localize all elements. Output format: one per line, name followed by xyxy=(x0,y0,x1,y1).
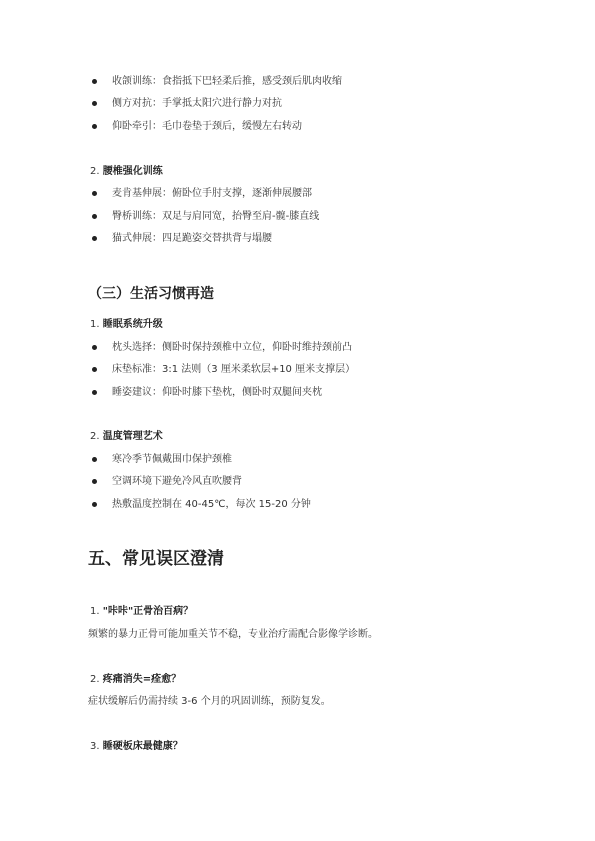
myth-number: 1. xyxy=(90,606,100,617)
list-item: 猫式伸展：四足跪姿交替拱背与塌腰 xyxy=(112,233,272,244)
bullet-dot xyxy=(92,191,97,196)
list-item: 侧方对抗：手掌抵太阳穴进行静力对抗 xyxy=(112,98,282,109)
bullet-dot xyxy=(92,457,97,462)
list-item: 床垫标准：3:1 法则（3 厘米柔软层+10 厘米支撑层） xyxy=(112,364,356,375)
bullet-dot xyxy=(92,236,97,241)
subsection-heading-temperature xyxy=(90,430,163,444)
bullet-dot xyxy=(92,101,97,106)
bullet-dot xyxy=(92,502,97,507)
subsection-title: 温度管理艺术 xyxy=(102,431,163,442)
list-item: 枕头选择：侧卧时保持颈椎中立位，仰卧时维持颈前凸 xyxy=(112,342,352,353)
myth-question xyxy=(90,673,181,687)
list-item: 热敷温度控制在 40-45℃，每次 15-20 分钟 xyxy=(112,499,311,510)
bullet-dot xyxy=(92,124,97,129)
bullet-dot xyxy=(92,214,97,219)
bullet-dot xyxy=(92,367,97,372)
section-heading-myths: 五、常见误区澄清 xyxy=(88,549,224,569)
myth-number: 3. xyxy=(90,741,100,752)
myth-answer: 症状缓解后仍需持续 3-6 个月的巩固训练，预防复发。 xyxy=(88,696,331,707)
subsection-heading-sleep xyxy=(90,318,163,332)
myth-question xyxy=(90,605,193,619)
bullet-dot xyxy=(92,79,97,84)
myth-title: 睡硬板床最健康？ xyxy=(102,741,183,752)
list-item: 仰卧牵引：毛巾卷垫于颈后，缓慢左右转动 xyxy=(112,121,302,132)
myth-question xyxy=(90,740,183,754)
subsection-number: 1. xyxy=(90,319,100,330)
list-item: 睡姿建议：仰卧时膝下垫枕，侧卧时双腿间夹枕 xyxy=(112,387,322,398)
list-item: 收颌训练：食指抵下巴轻柔后推，感受颈后肌肉收缩 xyxy=(112,76,342,87)
subsection-number: 2. xyxy=(90,166,100,177)
subsection-number: 2. xyxy=(90,431,100,442)
subsection-heading-lumbar xyxy=(90,165,163,179)
bullet-dot xyxy=(92,345,97,350)
section-heading-habits: （三）生活习惯再造 xyxy=(88,286,214,302)
subsection-title: 腰椎强化训练 xyxy=(102,166,163,177)
bullet-dot xyxy=(92,390,97,395)
myth-answer: 频繁的暴力正骨可能加重关节不稳，专业治疗需配合影像学诊断。 xyxy=(88,629,378,640)
list-item: 寒冷季节佩戴围巾保护颈椎 xyxy=(112,454,232,465)
myth-title: "咔咔"正骨治百病？ xyxy=(102,606,194,617)
list-item: 空调环境下避免冷风直吹腰背 xyxy=(112,476,242,487)
subsection-title: 睡眠系统升级 xyxy=(102,319,163,330)
list-item: 麦肯基伸展：俯卧位手肘支撑，逐渐伸展腰部 xyxy=(112,188,312,199)
list-item: 臀桥训练：双足与肩同宽，抬臀至肩-髋-膝直线 xyxy=(112,211,320,222)
myth-number: 2. xyxy=(90,674,100,685)
bullet-dot xyxy=(92,479,97,484)
myth-title: 疼痛消失=痊愈？ xyxy=(102,674,182,685)
